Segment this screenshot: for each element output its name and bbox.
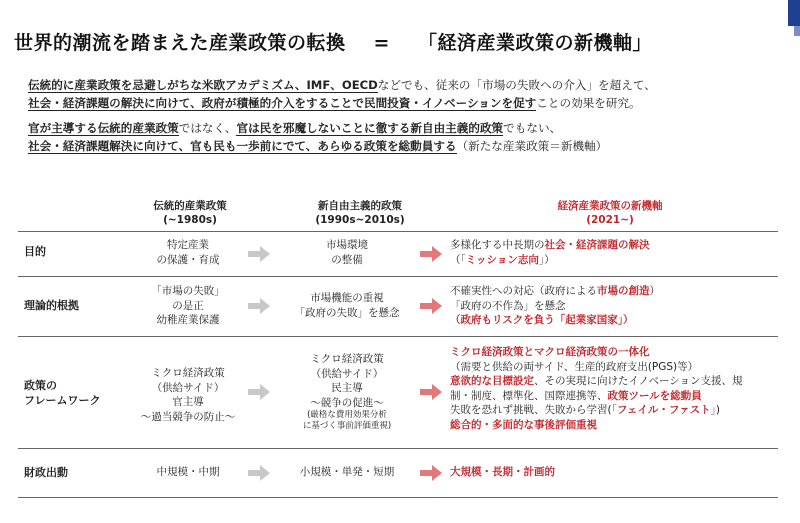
purpose-new-axis-text: 多様化する中長期の	[450, 239, 545, 251]
framework-traditional-line: 官主導	[172, 396, 204, 408]
rationale-traditional-line: 「市場の失敗」	[151, 285, 225, 297]
header-traditional-name: 伝統的産業政策	[153, 200, 227, 212]
framework-neoliberal-note	[272, 410, 422, 432]
intro-p2-text-3: （新たな産業政策＝新機軸）	[456, 139, 608, 153]
title-right: 「経済産業政策の新機軸」	[417, 32, 652, 54]
purpose-neoliberal-line: 市場環境	[326, 239, 368, 251]
brand-accent-bar-secondary	[794, 26, 800, 36]
gray-arrow-icon	[248, 384, 270, 400]
rationale-new-axis-line: 「政府の不作為」を懸念	[450, 299, 566, 312]
framework-neoliberal-note-line: に基づく事前評価重視)	[302, 421, 392, 431]
header-neoliberal-period: (1990s~2010s)	[315, 214, 405, 226]
row-label-framework-line: 政策の	[24, 379, 57, 392]
gray-arrow-icon	[248, 465, 270, 481]
framework-new-axis-text: 」)	[710, 404, 720, 416]
rationale-new-axis-text: 不確実性への対応（政府による	[450, 285, 597, 297]
purpose-new-axis-line	[450, 253, 780, 268]
intro-paragraph-2	[28, 119, 768, 155]
row-divider	[18, 448, 778, 449]
page-title	[14, 28, 784, 55]
purpose-traditional-line: の保護・育成	[156, 253, 220, 266]
header-new-axis	[470, 199, 750, 227]
gray-arrow-icon	[248, 246, 270, 262]
framework-traditional-line: ミクロ経済政策	[151, 367, 225, 379]
purpose-traditional	[118, 238, 258, 267]
purpose-traditional-line: 特定産業	[167, 239, 209, 251]
intro-text	[28, 76, 768, 162]
intro-p2-bold-1: 官が主導する伝統的産業政策	[28, 121, 179, 135]
intro-p2-text-2: でもない、	[503, 121, 562, 135]
intro-p2-bold-3: 社会・経済課題解決に向けて、官も民も一歩前にでて、あらゆる政策を総動員する	[28, 139, 457, 153]
rationale-neoliberal-line: 「政府の失敗」を懸念	[294, 306, 400, 319]
gray-arrow-icon	[248, 298, 270, 314]
red-arrow-icon	[420, 384, 442, 400]
framework-new-axis-highlight: フェイル・ファスト	[616, 404, 711, 416]
purpose-new-axis-highlight: ミッション志向	[465, 253, 539, 266]
header-neoliberal	[285, 199, 435, 227]
intro-p1-bold-2: 社会・経済課題の解決に向けて、政府が積極的介入をすることで民間投資・イノベーションを促す	[28, 96, 537, 110]
intro-p1-text-2: ことの効果を研究。	[536, 96, 641, 110]
purpose-new-axis-text: 」）	[538, 253, 555, 266]
row-divider	[18, 336, 778, 337]
purpose-neoliberal-line: の整備	[331, 253, 363, 266]
intro-p2-bold-2: 官は民を邪魔しないことに徹する新自由主義的政策	[236, 121, 504, 135]
rationale-traditional-line: 幼稚産業保護	[156, 314, 220, 326]
rationale-new-axis-highlight: 市場の創造	[597, 285, 650, 297]
framework-new-axis-highlight: 政策ツールを総動員	[607, 389, 702, 402]
framework-new-axis-highlight: 総合的・多面的な事後評価重視	[450, 418, 597, 431]
red-arrow-icon	[420, 246, 442, 262]
framework-neoliberal	[272, 352, 422, 432]
intro-paragraph-1	[28, 76, 768, 112]
framework-new-axis-line	[450, 374, 780, 389]
row-divider	[18, 276, 778, 277]
intro-p1-bold-1: 伝統的に産業政策を忌避しがちな米欧アカデミズム、IMF、OECD	[28, 78, 378, 92]
rationale-neoliberal-line: 市場機能の重視	[310, 292, 384, 304]
rationale-neoliberal	[272, 291, 422, 320]
row-label-framework-line: フレームワーク	[24, 394, 101, 407]
framework-neoliberal-line: ミクロ経済政策	[310, 353, 384, 365]
intro-p2-text-1: ではなく、	[178, 121, 237, 135]
framework-new-axis-line	[450, 403, 780, 418]
header-new-axis-name: 経済産業政策の新機軸	[557, 200, 663, 212]
framework-new-axis	[450, 345, 780, 432]
rationale-new-axis-text: ）	[649, 285, 660, 297]
framework-traditional-line: ～過当競争の防止～	[140, 410, 236, 423]
row-label-rationale: 理論的根拠	[24, 299, 79, 312]
rationale-traditional	[118, 284, 258, 328]
purpose-new-axis	[450, 238, 780, 267]
rationale-new-axis-line	[450, 284, 780, 299]
row-divider	[18, 231, 778, 232]
title-equals: =	[373, 32, 390, 54]
red-arrow-icon	[420, 298, 442, 314]
framework-new-axis-highlight: 意欲的な目標設定	[450, 375, 534, 387]
framework-new-axis-text: 失敗を恐れず挑戦、失敗から学習(「	[450, 404, 617, 416]
purpose-new-axis-text: （「	[450, 253, 466, 266]
framework-neoliberal-line: 民主導	[331, 382, 363, 394]
header-traditional-period: (~1980s)	[163, 214, 217, 226]
framework-new-axis-text: 、その実現に向けたイノベーション支援、規	[534, 375, 743, 387]
framework-new-axis-line: （需要と供給の両サイド、生産的政府支出(PGS)等）	[450, 360, 699, 373]
rationale-new-axis	[450, 284, 780, 328]
purpose-new-axis-highlight: 社会・経済課題の解決	[544, 239, 650, 251]
title-left: 世界的潮流を踏まえた産業政策の転換	[14, 32, 346, 54]
finance-neoliberal: 小規模・単発・短期	[299, 466, 395, 478]
header-new-axis-period: (2021~)	[586, 214, 634, 226]
framework-neoliberal-line: ～競争の促進～	[310, 396, 384, 409]
rationale-new-axis-highlight: （政府もリスクを負う「起業家国家」）	[450, 314, 634, 326]
framework-traditional	[118, 366, 258, 424]
finance-traditional: 中規模・中期	[156, 466, 220, 478]
row-label-framework	[24, 378, 101, 408]
framework-neoliberal-line: （供給サイド）	[310, 367, 384, 380]
purpose-neoliberal	[272, 238, 422, 267]
header-neoliberal-name: 新自由主義的政策	[318, 200, 402, 212]
header-traditional	[130, 199, 250, 227]
row-label-purpose: 目的	[24, 245, 46, 258]
row-divider	[18, 497, 778, 498]
framework-new-axis-text: 制・制度、標準化、国際連携等、	[450, 389, 608, 402]
framework-new-axis-highlight: ミクロ経済政策とマクロ経済政策の一体化	[450, 346, 650, 358]
intro-p1-text-1: などでも、従来の「市場の失敗への介入」を超えて、	[377, 78, 656, 92]
finance-new-axis: 大規模・長期・計画的	[450, 466, 555, 478]
red-arrow-icon	[420, 465, 442, 481]
framework-traditional-line: （供給サイド）	[151, 381, 225, 394]
row-label-finance: 財政出動	[24, 466, 68, 479]
brand-accent-bar	[788, 0, 800, 26]
framework-new-axis-line	[450, 389, 780, 404]
purpose-new-axis-line	[450, 238, 780, 253]
rationale-traditional-line: の是正	[172, 299, 204, 312]
framework-neoliberal-note-line: (厳格な費用効果分析	[307, 410, 387, 420]
